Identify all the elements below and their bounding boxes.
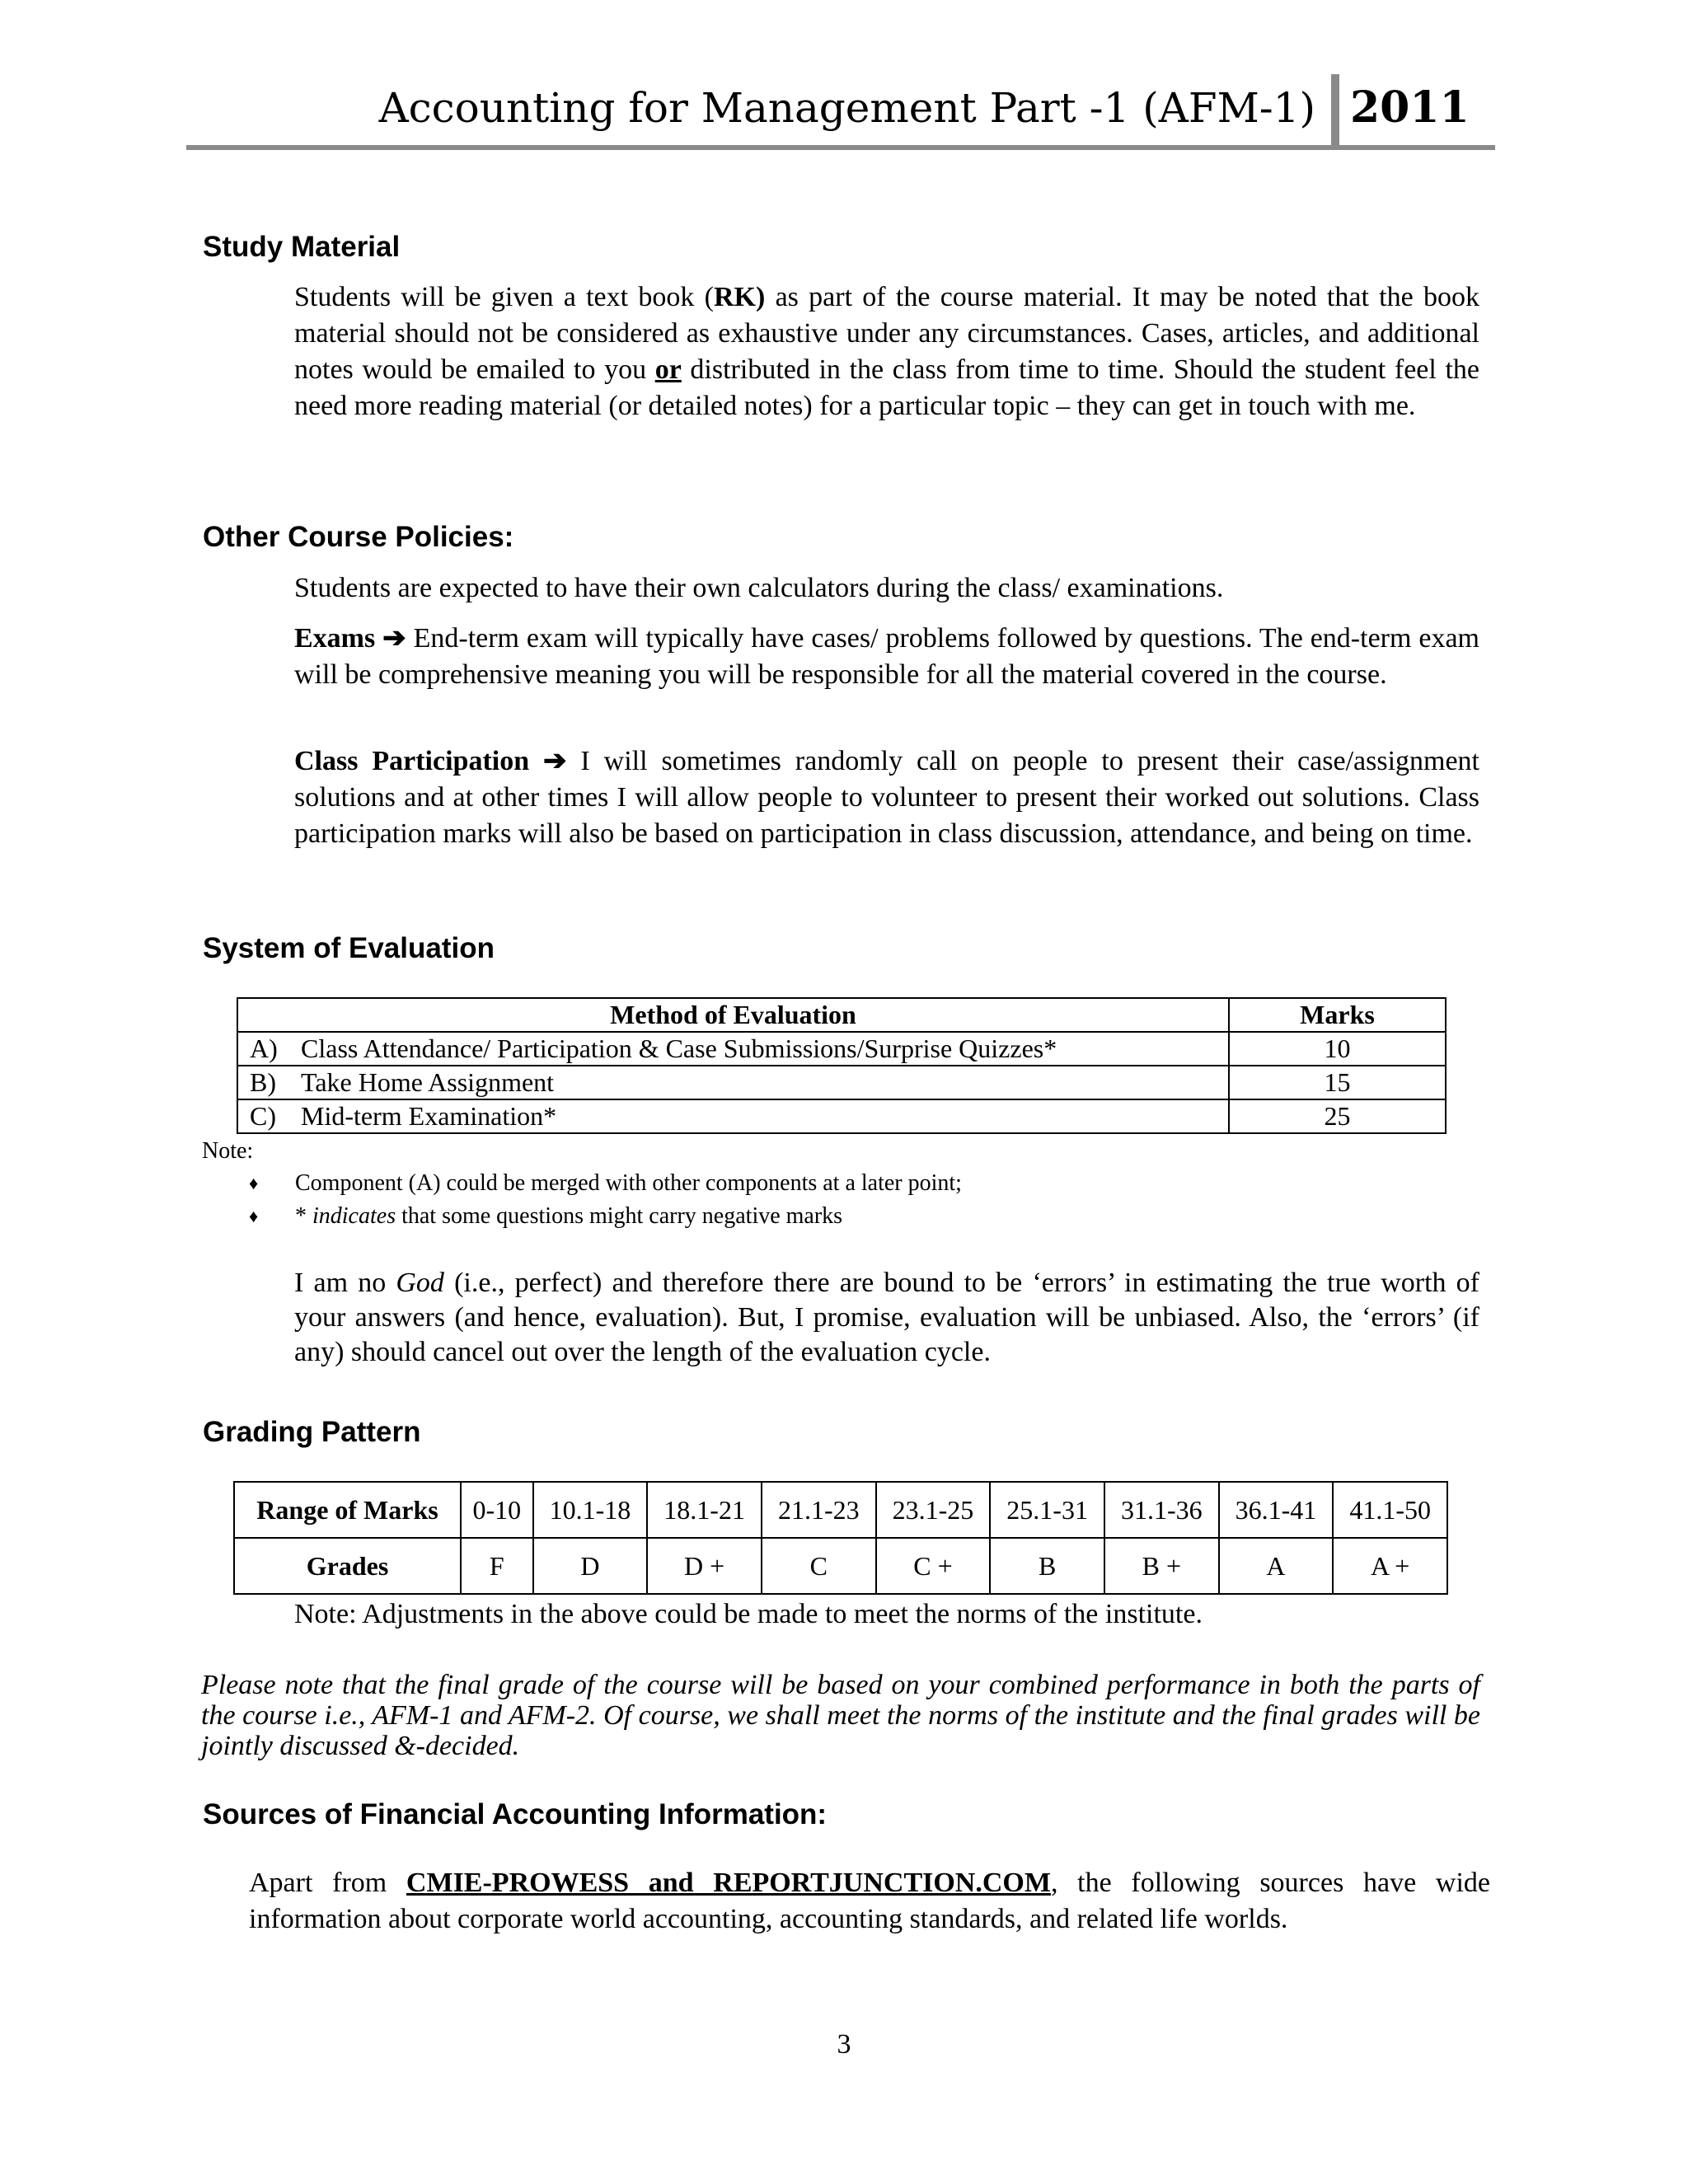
- header-title: Accounting for Management Part -1 (AFM-1): [378, 84, 1315, 132]
- range-cell: 41.1-50: [1333, 1482, 1447, 1538]
- grades-label: Grades: [234, 1538, 461, 1594]
- bullet-text: [295, 1202, 842, 1231]
- arrow-icon: ➔: [382, 623, 406, 654]
- method-cell: [237, 1032, 1229, 1066]
- range-cell: 21.1-23: [762, 1482, 876, 1538]
- note-label: Note:: [202, 1138, 254, 1164]
- header-divider: [1331, 74, 1339, 147]
- text-run-emphasis: or: [654, 354, 682, 385]
- text-run: (i.e., perfect) and therefore there are bound to be ‘errors’ in estimating the true worth of your answers (and hence, evaluation). But, I promise, evaluation will be unbiased. Also, the ‘errors’ (if any) should cancel out over the length of the evaluation cycle.: [294, 1268, 1480, 1367]
- ranges-row: [234, 1482, 1447, 1538]
- sources-heading: Sources of Financial Accounting Information:: [203, 1798, 828, 1830]
- table-row: [237, 1099, 1446, 1133]
- grade-cell: F: [461, 1538, 533, 1594]
- grading-heading: Grading Pattern: [203, 1416, 421, 1448]
- range-cell: 31.1-36: [1104, 1482, 1219, 1538]
- grade-cell: A +: [1333, 1538, 1447, 1594]
- final-grade-note: Please note that the final grade of the course will be based on your combined performance in both the parts of the course i.e., AFM-1 and AFM-2. Of course, we shall meet the norms of the institute and the final grades will be jointly discussed &-decided.: [201, 1670, 1480, 1761]
- study-material-paragraph: [294, 279, 1479, 424]
- method-text: Class Attendance/ Participation & Case Submissions/Surprise Quizzes*: [301, 1033, 1057, 1063]
- text-run: End-term exam will typically have cases/ problems followed by questions. The end-term exam will be comprehensive meaning you will be responsible for all the material covered in the course.: [294, 623, 1479, 690]
- method-cell: [237, 1099, 1229, 1133]
- sources-emphasis: CMIE-PROWESS and REPORTJUNCTION.COM: [406, 1868, 1051, 1898]
- exams-paragraph: [294, 621, 1479, 693]
- text-run: I will sometimes randomly call on people to present their case/assignment solutions and at other times I will allow people to volunteer to present their worked out solutions. Class participation marks will also be based on participation in class discussion, attendance, and being on time.: [294, 746, 1479, 849]
- text-run: *: [295, 1203, 312, 1229]
- method-cell: [237, 1066, 1229, 1099]
- bullet-text: Component (A) could be merged with other components at a later point;: [295, 1170, 962, 1196]
- marks-cell: 10: [1229, 1032, 1446, 1066]
- grading-note: Note: Adjustments in the above could be made to meet the norms of the institute.: [294, 1599, 1203, 1629]
- table-row: [237, 1066, 1446, 1099]
- calculators-paragraph: Students are expected to have their own calculators during the class/ examinations.: [294, 573, 1224, 603]
- header-year: 2011: [1350, 82, 1470, 133]
- grade-cell: C +: [876, 1538, 991, 1594]
- grading-table: [233, 1481, 1448, 1595]
- table-row: [237, 1032, 1446, 1066]
- diamond-bullet-icon: ♦: [249, 1173, 259, 1193]
- method-text: Mid-term Examination*: [301, 1101, 557, 1131]
- sources-paragraph: [249, 1865, 1490, 1938]
- marks-cell: 25: [1229, 1099, 1446, 1133]
- column-header-method: Method of Evaluation: [237, 998, 1229, 1032]
- text-run: , the following sources have wide information about corporate world accounting, accounting standards, and related life worlds.: [249, 1868, 1490, 1934]
- row-label: A): [250, 1033, 278, 1063]
- text-run: Students will be given a text book (: [294, 282, 714, 312]
- range-cell: 25.1-31: [990, 1482, 1104, 1538]
- marks-cell: 15: [1229, 1066, 1446, 1099]
- grade-cell: D +: [647, 1538, 762, 1594]
- text-run-italic: God: [396, 1268, 444, 1298]
- table-header-row: [237, 998, 1446, 1032]
- grade-cell: C: [762, 1538, 876, 1594]
- range-cell: 18.1-21: [647, 1482, 762, 1538]
- policies-heading: Other Course Policies:: [203, 521, 514, 553]
- diamond-bullet-icon: ♦: [249, 1206, 259, 1226]
- page-number: 3: [837, 2029, 851, 2060]
- evaluation-heading: System of Evaluation: [203, 932, 495, 964]
- grade-cell: B: [990, 1538, 1104, 1594]
- evaluation-table: [237, 997, 1447, 1134]
- text-run: distributed in the class from time to time. Should the student feel the need more reading material (or detailed notes) for a particular topic – they can get in touch with me.: [294, 354, 1479, 421]
- class-participation-paragraph: [294, 743, 1479, 852]
- page-header: [186, 73, 1495, 152]
- range-cell: 10.1-18: [533, 1482, 648, 1538]
- row-label: B): [250, 1067, 276, 1097]
- arrow-icon: ➔: [543, 746, 567, 776]
- range-label: Range of Marks: [234, 1482, 461, 1538]
- exams-label: Exams: [294, 623, 376, 654]
- grade-cell: A: [1219, 1538, 1334, 1594]
- range-cell: 23.1-25: [876, 1482, 991, 1538]
- grade-cell: D: [533, 1538, 648, 1594]
- text-run-bold: RK): [713, 282, 766, 312]
- text-run: I am no: [294, 1268, 396, 1298]
- text-run-italic: indicates: [312, 1203, 396, 1229]
- grade-cell: B +: [1104, 1538, 1219, 1594]
- study-material-heading: Study Material: [203, 231, 401, 263]
- class-participation-label: Class Participation: [294, 746, 530, 776]
- method-text: Take Home Assignment: [301, 1067, 555, 1097]
- text-run: as part of the course material. It may be noted that the book material should not be considered as exhaustive under any circumstances. Cases, articles, and additional notes would be emailed to you: [294, 282, 1479, 385]
- grades-row: [234, 1538, 1447, 1594]
- range-cell: 0-10: [461, 1482, 533, 1538]
- evaluation-disclaimer: [294, 1266, 1479, 1370]
- text-run: that some questions might carry negative marks: [396, 1203, 843, 1229]
- column-header-marks: Marks: [1229, 998, 1446, 1032]
- header-rule: [186, 145, 1495, 150]
- text-run: Apart from: [249, 1868, 406, 1898]
- row-label: C): [250, 1101, 276, 1131]
- range-cell: 36.1-41: [1219, 1482, 1334, 1538]
